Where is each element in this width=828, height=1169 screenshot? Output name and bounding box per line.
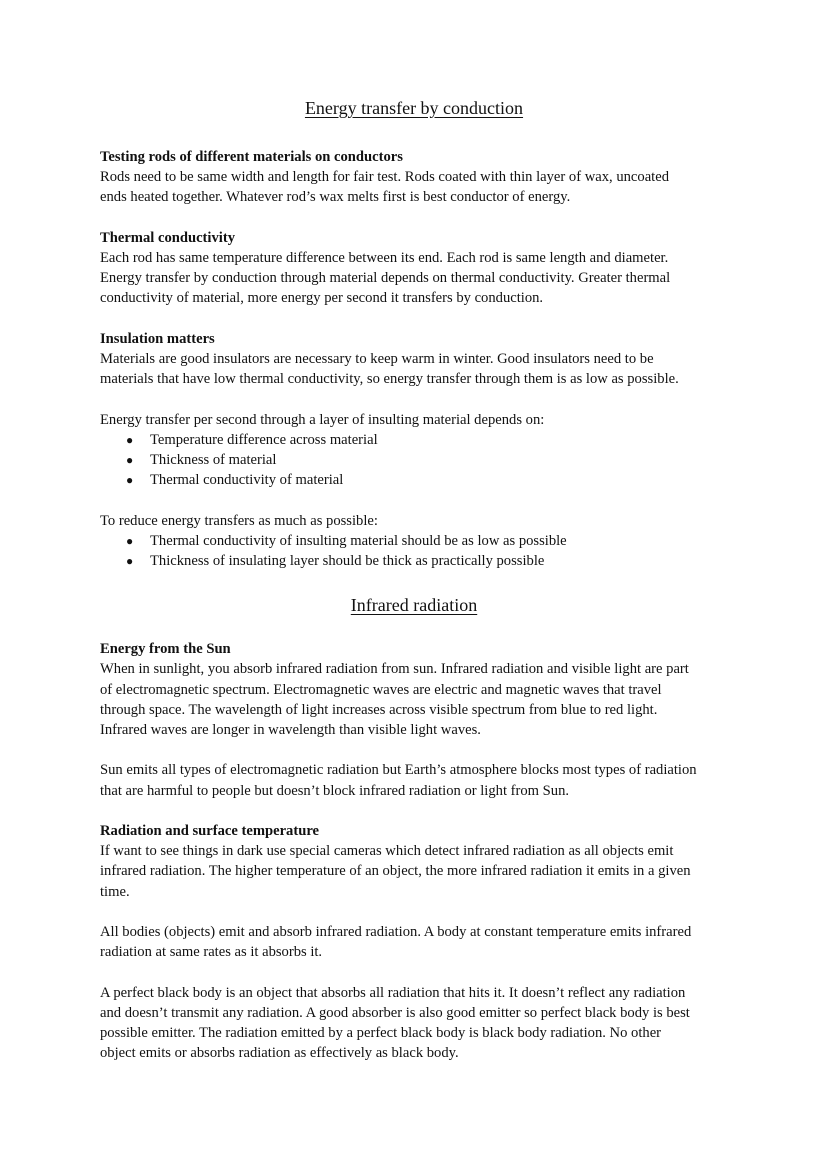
paragraph [100,841,740,902]
paragraph [100,349,740,389]
bullet-list [100,531,740,571]
list-item-text: Thickness of material [150,452,277,468]
paragraph-spacer [100,740,740,760]
paragraph [100,659,740,740]
paragraph-line: through space. The wavelength of light increases across visible spectrum from blue to red light. [100,701,658,718]
list-item [100,551,740,571]
paragraph-line: To reduce energy transfers as much as possible: [100,512,378,529]
bullet-icon: ● [126,473,134,488]
bullet-icon: ● [126,554,134,568]
paragraph-spacer [100,309,740,329]
paragraph-line: that are harmful to people but doesn’t block infrared radiation or light from Sun. [100,782,570,799]
paragraph-spacer [100,208,740,228]
list-item-text: Temperature difference across material [150,431,378,448]
paragraph-spacer [100,801,740,821]
paragraph [100,248,740,309]
paragraph-line: Energy transfer by conduction through material depends on thermal conductivity. Greater thermal [100,270,671,287]
list-item-text: Thermal conductivity of insulting material should be as low as possible [150,532,567,549]
paragraph-spacer [100,902,740,922]
list-item [100,430,740,450]
paragraph-line: If want to see things in dark use special cameras which detect infrared radiation as all objects emit [100,843,674,860]
paragraph [100,410,740,430]
paragraph-line: time. [100,883,130,900]
paragraph-spacer [100,962,740,982]
list-item [100,531,740,551]
section-heading: Thermal conductivity [100,229,235,246]
section-heading: Energy from the Sun [100,641,231,658]
bullet-icon: ● [126,453,134,467]
paragraph [100,511,740,531]
bullet-list [100,430,740,491]
paragraph-line: Infrared waves are longer in wavelength than visible light waves. [100,722,481,739]
list-item-text: Thermal conductivity of material [150,472,344,489]
list-item [100,450,740,470]
list-item-text: Thickness of insulating layer should be thick as practically possible [150,553,545,569]
page-title: Energy transfer by conduction [304,98,524,118]
list-item [100,470,740,490]
paragraph-line: possible emitter. The radiation emitted by a perfect black body is black body radiation. No other [100,1025,662,1041]
bullet-icon: ● [126,432,134,447]
paragraph-spacer [100,490,740,510]
section-heading: Insulation matters [100,330,215,347]
paragraph-line: of electromagnetic spectrum. Electromagnetic waves are electric and magnetic waves that travel [100,681,662,698]
paragraph-line: Energy transfer per second through a layer of insulting material depends on: [100,411,545,428]
paragraph-line: Each rod has same temperature difference between its end. Each rod is same length and diameter. [100,250,669,266]
paragraph-line: Sun emits all types of electromagnetic radiation but Earth’s atmosphere blocks most types of radiation [100,762,697,779]
section-title-text: Infrared radiation [350,595,478,616]
section-title [0,571,828,639]
bullet-icon: ● [126,533,134,548]
paragraph-line: materials that have low thermal conductivity, so energy transfer through them is as low as possible. [100,371,679,388]
paragraph [100,760,740,800]
paragraph-line: object emits or absorbs radiation as effectively as black body. [100,1045,459,1062]
paragraph [100,167,740,207]
paragraph [100,922,740,962]
paragraph-spacer [100,389,740,409]
paragraph-line: Materials are good insulators are necessary to keep warm in winter. Good insulators need to be [100,351,654,367]
paragraph-line: radiation at same rates as it absorbs it. [100,944,323,961]
paragraph [100,983,740,1064]
section-heading: Testing rods of different materials on conductors [100,149,403,165]
paragraph-line: When in sunlight, you absorb infrared radiation from sun. Infrared radiation and visible light are part [100,661,689,678]
paragraph-line: All bodies (objects) emit and absorb infrared radiation. A body at constant temperature emits infrared [100,924,692,940]
document-body [100,147,740,1063]
paragraph-line: conductivity of material, more energy per second it transfers by conduction. [100,290,544,307]
paragraph-line: ends heated together. Whatever rod’s wax melts first is best conductor of energy. [100,189,571,206]
paragraph-line: and doesn’t transmit any radiation. A good absorber is also good emitter so perfect black body is best [100,1004,690,1021]
paragraph-line: infrared radiation. The higher temperature of an object, the more infrared radiation it emits in a given [100,863,691,880]
paragraph-line: A perfect black body is an object that absorbs all radiation that hits it. It doesn’t reflect any radiation [100,984,686,1001]
paragraph-line: Rods need to be same width and length for fair test. Rods coated with thin layer of wax, uncoated [100,169,670,186]
section-heading: Radiation and surface temperature [100,823,320,839]
